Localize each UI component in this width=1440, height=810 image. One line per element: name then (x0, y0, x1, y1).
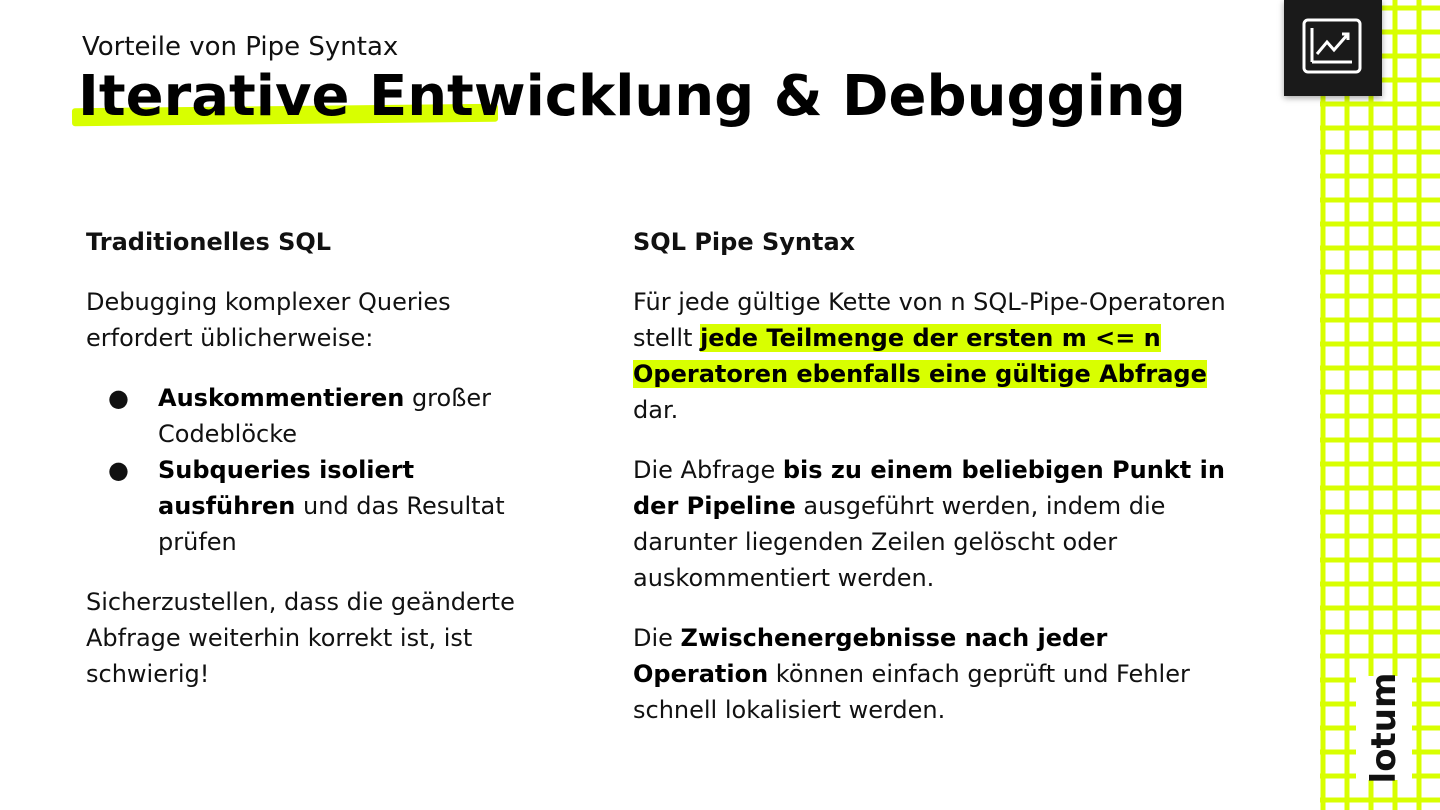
bullet-text: und das Resultat prüfen (158, 492, 505, 556)
right-heading: SQL Pipe Syntax (633, 228, 856, 256)
p2-bold: bis zu einem beliebigen Punkt in der Pipeline (633, 456, 1225, 520)
p2-post: ausgeführt werden, indem die darunter liegenden Zeilen gelöscht oder auskommentiert werden. (633, 492, 1166, 592)
p3-post: können einfach geprüft und Fehler schnell lokalisiert werden. (633, 660, 1190, 724)
title-wrap (78, 64, 1186, 129)
left-heading: Traditionelles SQL (86, 228, 332, 256)
bullet-bold: Subqueries isoliert ausführen (158, 456, 415, 520)
list-item (86, 452, 556, 560)
list-item (86, 380, 556, 452)
brand-text: lotum (1364, 672, 1404, 784)
slide-title: Iterative Entwicklung & Debugging (78, 64, 1186, 129)
p1-highlight: jede Teilmenge der ersten m <= n Operatoren ebenfalls eine gültige Abfrage (633, 324, 1207, 388)
right-paragraph-2 (633, 452, 1243, 596)
p2-pre: Die Abfrage (633, 456, 783, 484)
p1-pre: Für jede gültige Kette von n SQL-Pipe-Operatoren stellt (633, 288, 1226, 352)
bullet-bold: Auskommentieren (158, 384, 405, 412)
bullet-text: großer Codeblöcke (158, 384, 491, 448)
brand-wordmark (1356, 672, 1412, 784)
left-conclusion: Sicherzustellen, dass die geänderte Abfrage weiterhin korrekt ist, ist schwierig! (86, 588, 515, 688)
right-paragraph-1 (633, 284, 1243, 428)
slide-subtitle: Vorteile von Pipe Syntax (82, 32, 399, 62)
right-column (633, 224, 1243, 752)
left-bullet-list (86, 380, 556, 560)
left-column (86, 224, 556, 716)
p3-pre: Die (633, 624, 681, 652)
right-paragraph-3 (633, 620, 1243, 728)
line-chart-icon (1284, 0, 1382, 96)
left-intro: Debugging komplexer Queries erfordert üblicherweise: (86, 288, 451, 352)
brand-logo-box (1284, 0, 1382, 96)
bullet-icon: ● (108, 456, 129, 484)
p3-bold: Zwischenergebnisse nach jeder Operation (633, 624, 1108, 688)
p1-post: dar. (633, 396, 679, 424)
bullet-icon: ● (108, 384, 129, 412)
